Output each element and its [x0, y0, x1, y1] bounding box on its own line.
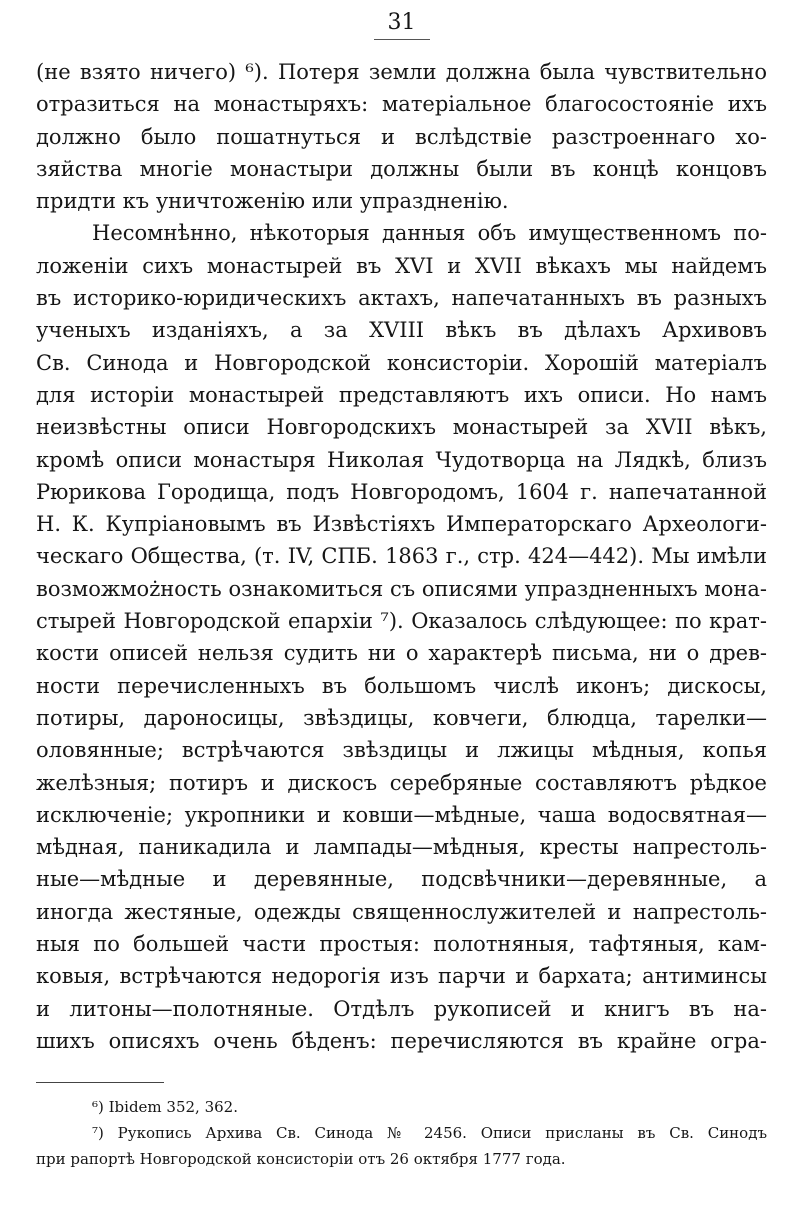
text-line: потиры, дароносицы, звѣздицы, ковчеги, блюдца, тарелки—	[36, 705, 767, 730]
text-line: мѣдная, паникадила и лампады—мѣдныя, кресты напрестоль-	[36, 835, 767, 860]
footnotes	[36, 1094, 767, 1172]
text-line: придти къ уничтоженію или упраздненію.	[36, 189, 509, 214]
text-line: Св. Синода и Новгородской консисторіи. Хорошій матеріалъ	[36, 350, 767, 375]
text-line: стырей Новгородской епархіи ⁷). Оказалось слѣдующее: по крат-	[36, 609, 767, 634]
text-line: ковыя, встрѣчаются недорогія изъ парчи и бархата; антиминсы	[36, 964, 767, 989]
text-line: для исторіи монастырей представляютъ ихъ описи. Но намъ	[36, 382, 767, 407]
text-line: отразиться на монастыряхъ: матеріальное благосостояніе ихъ	[36, 92, 767, 117]
text-line: Н. К. Купріановымъ въ Извѣстіяхъ Императорскаго Археологи-	[36, 512, 767, 537]
text-line: возможмożность ознакомиться съ описями упраздненныхъ мона-	[36, 576, 767, 601]
text-line: исключеніе; укропники и ковши—мѣдные, чаша водосвятная—	[36, 802, 767, 827]
text-line: Несомнѣнно, нѣкоторыя данныя объ имущественномъ по-	[92, 221, 767, 246]
text-line: кости описей нельзя судить ни о характерѣ письма, ни о древ-	[36, 641, 767, 666]
text-line: Рюрикова Городища, подъ Новгородомъ, 1604 г. напечатанной	[36, 479, 767, 504]
text-line: ческаго Общества, (т. IV, СПБ. 1863 г., стр. 424—442). Мы имѣли	[36, 544, 767, 569]
page-number: 31	[0, 10, 803, 36]
footnote: ⁶) Ibidem 352, 362.	[92, 1098, 238, 1116]
text-line: ложеніи сихъ монастырей въ XVI и XVII вѣкахъ мы найдемъ	[36, 253, 767, 278]
text-line: ные—мѣдные и деревянные, подсвѣчники—деревянные, а	[36, 867, 767, 892]
text-line: ности перечисленныхъ въ большомъ числѣ иконъ; дискосы,	[36, 673, 767, 698]
footnote-separator	[36, 1082, 164, 1083]
text-line: кромѣ описи монастыря Николая Чудотворца на Лядкѣ, близъ	[36, 447, 767, 472]
footnote-continuation: при рапортѣ Новгородской консисторіи отъ 26 октября 1777 года.	[36, 1150, 566, 1168]
text-line: зяйства многіе монастыри должны были въ концѣ концовъ	[36, 156, 767, 181]
text-line: оловянные; встрѣчаются звѣздицы и лжицы мѣдныя, копья	[36, 738, 767, 763]
text-line: въ историко-юридическихъ актахъ, напечатанныхъ въ разныхъ	[36, 286, 767, 311]
text-line: иногда жестяные, одежды священнослужителей и напрестоль-	[36, 899, 767, 924]
text-line: желѣзныя; потиръ и дискосъ серебряные составляютъ рѣдкое	[36, 770, 767, 795]
footnote: ⁷) Рукопись Архива Св. Синода № 2456. Описи присланы въ Св. Синодъ	[92, 1124, 767, 1142]
text-line: шихъ описяхъ очень бѣденъ: перечисляются въ крайне огра-	[36, 1028, 767, 1053]
body-text	[36, 56, 767, 1057]
text-line: ныя по большей части простыя: полотняныя, тафтяныя, кам-	[36, 932, 767, 957]
text-line: должно было пошатнуться и вслѣдствіе разстроеннаго хо-	[36, 124, 767, 149]
text-line: и литоны—полотняные. Отдѣлъ рукописей и книгъ въ на-	[36, 996, 767, 1021]
text-line: ученыхъ изданіяхъ, а за XVIII вѣкъ въ дѣлахъ Архивовъ	[36, 318, 767, 343]
text-line: (не взято ничего) ⁶). Потеря земли должна была чувствительно	[36, 60, 767, 84]
text-line: неизвѣстны описи Новгородскихъ монастырей за XVII вѣкъ,	[36, 415, 767, 440]
